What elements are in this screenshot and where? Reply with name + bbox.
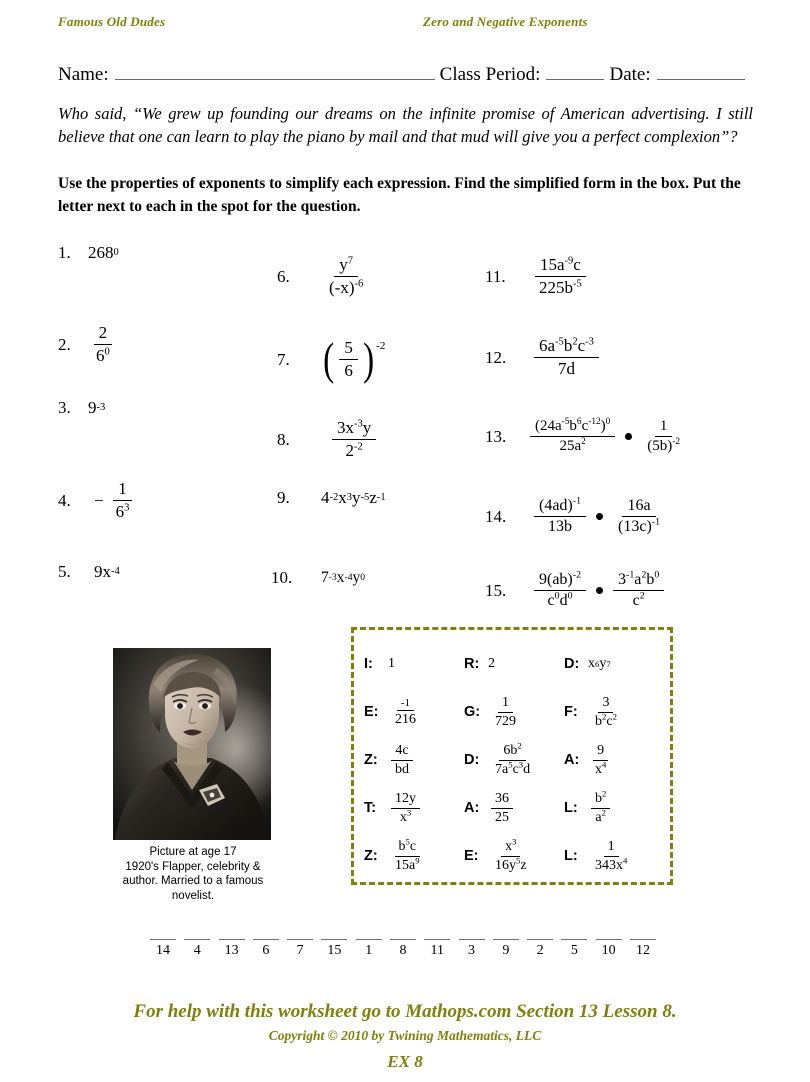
answer-blank-item[interactable] [182,930,212,959]
answer-letter: A: [464,800,480,816]
footer-copyright: Copyright © 2010 by Twining Mathematics, LLC [268,1028,542,1043]
answer-blank-line[interactable] [459,930,485,940]
problem-7-expression: ( $\frac{5}{6}$ ) -2 [323,333,386,385]
class-period-label: Class Period: [439,64,541,85]
problem-2-expression: $\frac{2}{6^0}$ [88,323,118,366]
problem-11-number: 11. [485,266,506,286]
class-period-blank[interactable] [546,65,604,80]
answer-blank-number: 7 [296,943,304,958]
answer-value: $\frac{b^2}{a^2}$ [588,791,613,826]
answer-blank-item[interactable] [319,930,349,959]
answer-blank-line[interactable] [390,930,416,940]
answer-blank-item[interactable] [457,930,487,959]
student-info-line [58,64,758,86]
problem-3 [58,398,105,418]
problem-12-number: 12. [485,347,507,367]
problem-4-number: 4. [58,490,71,510]
answer-blank-item[interactable] [148,930,178,959]
answer-blank-line[interactable] [596,930,622,940]
problem-3-number: 3. [58,398,71,417]
problem-4-expression: − $\frac{1}{6^3}$ [88,479,137,522]
problem-13-number: 13. [485,426,507,446]
portrait-photo [113,648,271,840]
answer-value: $\frac{36}{25}$ [488,791,516,826]
answer-blank-number: 15 [327,943,342,958]
answer-choice-R[interactable] [464,649,564,679]
footer-help-line: For help with this worksheet go to Mathops.com Section 13 Lesson 8. [133,1001,677,1022]
instructions-text: Use the properties of exponents to simplify each expression. Find the simplified form in the box. Put the letter next to each in the spot for the question. [58,175,741,216]
problem-14 [485,497,668,536]
problem-3-expression: 9 -3 [88,398,106,417]
answer-value: $\frac{-1}{216}$ [395,696,416,727]
answer-blank-line[interactable] [321,930,347,940]
answer-choice-F[interactable] [564,695,664,730]
portrait-photo-image [113,648,271,840]
photo-caption [98,845,288,904]
problem-2-number: 2. [58,334,71,354]
answer-blank-line[interactable] [253,930,279,940]
problem-5-number: 5. [58,562,71,581]
answer-blank-number: 3 [468,943,476,958]
answer-choices-grid [364,640,664,880]
problem-6-expression: $\frac{y^7}{(-x)^{-6}}$ [329,255,364,297]
problem-12 [485,336,602,379]
answer-blank-item[interactable] [594,930,624,959]
answer-blank-number: 1 [365,943,373,958]
answer-blank-line[interactable] [219,930,245,940]
problem-13 [485,418,688,455]
answer-blank-item[interactable] [628,930,658,959]
answer-choice-Z2[interactable] [364,835,464,874]
answer-choice-T[interactable] [364,791,464,826]
problem-5 [58,562,120,582]
problem-8-expression: $\frac{3x^{-3}y}{2^{-2}}$ [329,418,379,461]
problem-9-expression: 4 -2 x 3 y -5 z -1 [321,488,386,507]
answer-blank-item[interactable] [559,930,589,959]
problem-2 [58,323,118,366]
answer-blank-number: 11 [430,943,444,958]
answer-value: $\frac{12y}{x^3}$ [388,791,423,826]
problem-14-expression: $\frac{(4ad)^{-1}}{13b}$ $\frac{16a}{(13c)^{-1}}$ [531,497,668,536]
footer-exercise-code: EX 8 [387,1052,423,1071]
answer-blank-line[interactable] [287,930,313,940]
answer-blank-line[interactable] [424,930,450,940]
answer-value: $\frac{1}{729}$ [495,694,516,729]
problem-6-number: 6. [277,266,290,286]
answer-choice-D1[interactable] [564,649,664,679]
problem-4 [58,479,137,522]
answer-value: $\frac{9}{x^4}$ [595,742,607,777]
answer-blank-line[interactable] [184,930,210,940]
answer-blank-item[interactable] [525,930,555,959]
answer-blanks-row [148,930,658,959]
right-paren: ) [362,333,375,385]
problem-11 [485,255,590,298]
answer-value: $\frac{6b^2}{7a^5c^3d}$ [495,739,531,777]
answer-value: $\frac{1}{343x^4}$ [595,838,628,873]
answer-letter: A: [564,752,580,768]
answer-letter: Z: [364,752,378,768]
problem-8-number: 8. [277,429,290,449]
header-right-title: Zero and Negative Exponents [423,14,588,29]
date-label: Date: [609,64,651,85]
answer-choice-A2[interactable] [464,791,564,826]
answer-choice-Z1[interactable] [364,743,464,778]
answer-letter: E: [464,848,479,864]
problem-10-expression: 7 -3 x -4 y 0 [321,569,366,586]
problem-11-expression: $\frac{15a^{-9}c}{225b^{-5}}$ [531,255,590,298]
answer-choices-box [351,627,673,885]
left-paren: ( [323,333,335,385]
problem-8 [277,418,379,461]
photo-caption-line-3: author. Married to a famous [122,875,264,888]
answer-value: $\frac{4c}{bd}$ [388,743,416,778]
answer-letter: L: [564,800,578,816]
answer-choice-I[interactable] [364,649,464,679]
answer-letter: T: [364,800,377,816]
answer-blank-line[interactable] [356,930,382,940]
answer-blank-line[interactable] [561,930,587,940]
answer-letter: L: [564,848,578,864]
answer-choice-G[interactable] [464,695,564,730]
problem-10-number: 10. [271,568,293,587]
answer-blank-item[interactable] [251,930,281,959]
photo-caption-line-2: 1920's Flapper, celebrity & [125,860,261,873]
problem-14-number: 14. [485,506,507,526]
problem-12-expression: $\frac{6a^{-5}b^2c^{-3}}{7d}$ [531,336,602,379]
answer-blank-number: 9 [502,943,510,958]
answer-choice-L1[interactable] [564,787,664,826]
problem-15-expression: $\frac{9(ab)^{-2}}{c^0d^0}$ $\frac{3^{-1}a^2b^0}{c^2}$ [531,571,667,610]
header-left-title: Famous Old Dudes [58,14,166,29]
problem-9 [277,488,386,508]
problem-6 [277,255,371,298]
answer-letter: D: [464,752,480,768]
answer-value: $\frac{b^5c}{15a^9}$ [395,835,420,873]
answer-value: $\frac{3}{b^2c^2}$ [595,694,617,729]
problem-5-expression: 9x -4 [94,562,120,581]
answer-blank-number: 5 [570,943,578,958]
problem-1 [58,243,119,263]
problem-1-expression: 268 0 [88,243,119,262]
answer-choice-D2[interactable] [464,739,564,778]
answer-blank-number: 14 [156,943,170,958]
answer-blank-item[interactable] [491,930,521,959]
multiplication-dot [596,513,603,520]
answer-value: 1 [388,656,395,671]
problem-15-number: 15. [485,580,507,600]
problem-7-number: 7. [277,349,290,369]
answer-blank-number: 4 [193,943,201,958]
problem-10 [271,568,365,588]
answer-blank-number: 12 [635,943,650,958]
answer-value: x 6 y 7 [588,656,611,671]
problem-13-expression: $\frac{(24a^{-5}b^6c^{-12})^0}{25a^2}$ $\frac{1}{(5b)^{-2}}$ [527,418,688,455]
name-blank[interactable] [115,65,435,80]
answer-blank-number: 2 [536,943,544,958]
answer-letter: F: [564,704,578,720]
answer-letter: G: [464,704,481,720]
answer-choice-A1[interactable] [564,743,664,778]
answer-letter: Z: [364,848,378,864]
answer-blank-item[interactable] [422,930,452,959]
answer-value: 2 [488,656,495,671]
answer-letter: D: [564,656,580,672]
answer-choice-E1[interactable] [364,697,464,728]
multiplication-dot [596,587,603,594]
answer-blank-line[interactable] [150,930,176,940]
answer-blank-number: 6 [262,943,270,958]
answer-blank-item[interactable] [285,930,315,959]
photo-caption-line-4: novelist. [171,890,215,903]
answer-blank-item[interactable] [217,930,247,959]
answer-letter: I: [364,656,373,672]
answer-choice-L2[interactable] [564,839,664,874]
answer-blank-number: 13 [224,943,239,958]
date-blank[interactable] [657,65,745,80]
problem-9-number: 9. [277,488,290,507]
answer-value: $\frac{x^3}{16y^5z}$ [495,835,527,873]
answer-choice-E2[interactable] [464,835,564,874]
answer-blank-number: 10 [601,943,616,958]
answer-blank-line[interactable] [630,930,656,940]
riddle-quote: Who said, “We grew up founding our dreams on the infinite promise of American advertising. I still believe that one can learn to play the piano by mail and that mud will give you a perfect complexion”? [58,104,753,147]
problem-1-number: 1. [58,243,71,262]
answer-letter: E: [364,704,379,720]
name-label: Name: [58,64,109,85]
multiplication-dot [625,433,632,440]
answer-blank-line[interactable] [527,930,553,940]
problem-15 [485,571,667,610]
answer-blank-item[interactable] [354,930,384,959]
answer-blank-item[interactable] [388,930,418,959]
answer-blank-line[interactable] [493,930,519,940]
answer-blank-number: 8 [399,943,407,958]
photo-caption-line-1: Picture at age 17 [149,846,237,858]
answer-letter: R: [464,656,480,672]
problem-7 [277,333,386,385]
